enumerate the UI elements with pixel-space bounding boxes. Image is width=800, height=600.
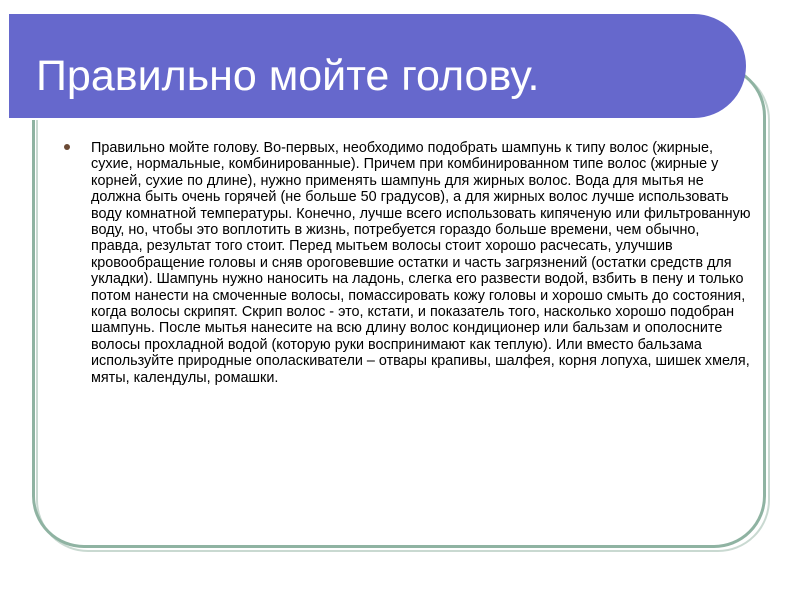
- title-underline: [21, 118, 719, 120]
- title-banner: [9, 14, 746, 118]
- slide-title: Правильно мойте голову.: [36, 52, 540, 100]
- round-bullet-icon: [64, 144, 70, 150]
- body-paragraph: Правильно мойте голову. Во-первых, необходимо подобрать шампунь к типу волос (жирные, сухие, нормальные, комбинированные). Причем при комбинированном типе волос (жирные у корней, сухие по длине), нужно применять шампунь для жирных волос. Вода для мытья не должна быть очень горячей (не больше 50 градусов), а для жирных волос лучше использовать воду комнатной температуры. Конечно, лучше всего использовать кипяченую или фильтрованную воду, но, чтобы это воплотить в жизнь, потребуется гораздо больше времени, чем обычно, правда, результат того стоит. Перед мытьем волосы стоит хорошо расчесать, улучшив кровообращение головы и сняв ороговевшие остатки и часть загрязнений (остатки средств для укладки). Шампунь нужно наносить на ладонь, слегка его развести водой, взбить в пену и только потом нанести на смоченные волосы, помассировать кожу головы и хорошо смыть до состояния, когда волосы скрипят. Скрип волос - это, кстати, и показатель того, насколько хорошо подобран шампунь. После мытья нанесите на всю длину волос кондиционер или бальзам и ополосните волосы прохладной водой (которую руки воспринимают как теплую). Или вместо бальзама используйте природные ополаскиватели – отвары крапивы, шалфея, корня лопуха, шишек хмеля, мяты, календулы, ромашки.: [91, 140, 751, 386]
